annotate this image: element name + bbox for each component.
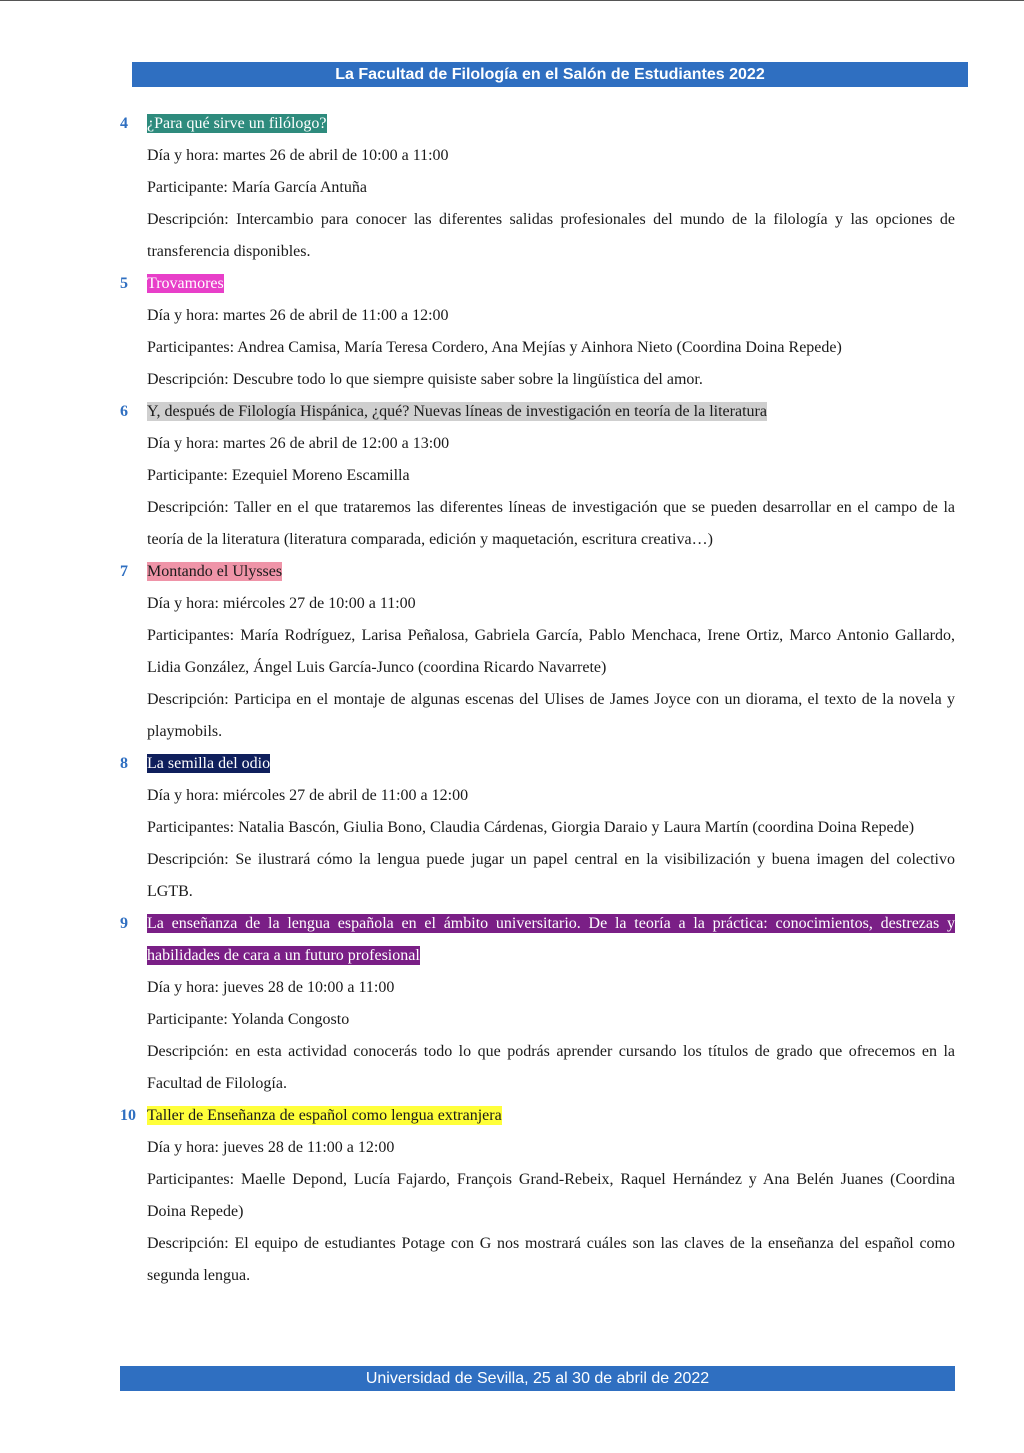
activity-participants: Participantes: Maelle Depond, Lucía Fajardo, François Grand-Rebeix, Raquel Hernández y Ana Belén Juanes (Coordina Doina Repede) — [147, 1171, 955, 1220]
activity-schedule: Día y hora: jueves 28 de 10:00 a 11:00 — [147, 979, 395, 996]
activity-item-7 — [120, 556, 955, 748]
title-highlight: Montando el Ulysses — [147, 563, 283, 580]
activity-title — [147, 1100, 955, 1132]
page-header: La Facultad de Filología en el Salón de Estudiantes 2022 — [132, 62, 968, 87]
page-footer: Universidad de Sevilla, 25 al 30 de abril de 2022 — [120, 1366, 955, 1391]
activity-participants: Participante: Ezequiel Moreno Escamilla — [147, 467, 410, 484]
title-highlight: La enseñanza de la lengua española en el ámbito universitario. De la teoría a la práctica: conocimientos, destrezas y habilidades de cara a un futuro profesional — [147, 915, 955, 964]
activity-title — [147, 268, 955, 300]
activity-item-9 — [120, 908, 955, 1100]
activity-item-4 — [120, 108, 955, 268]
activity-schedule: Día y hora: martes 26 de abril de 12:00 a 13:00 — [147, 435, 450, 452]
activity-participants: Participantes: María Rodríguez, Larisa Peñalosa, Gabriela García, Pablo Menchaca, Irene Ortiz, Marco Antonio Gallardo, Lidia González, Ángel Luis García-Junco (coordina Ricardo Navarrete) — [147, 627, 955, 676]
activity-title — [147, 396, 955, 428]
activity-title — [147, 108, 955, 140]
activity-description: Descripción: Taller en el que trataremos las diferentes líneas de investigación que se pueden desarrollar en el campo de la teoría de la literatura (literatura comparada, edición y maquetación, escritura creativa…) — [147, 499, 955, 548]
activity-schedule: Día y hora: miércoles 27 de 10:00 a 11:00 — [147, 595, 416, 612]
activity-item-8 — [120, 748, 955, 908]
title-highlight: Y, después de Filología Hispánica, ¿qué? Nuevas líneas de investigación en teoría de la literatura — [147, 403, 767, 420]
activity-description: Descripción: Se ilustrará cómo la lengua puede jugar un papel central en la visibilización y buena imagen del colectivo LGTB. — [147, 851, 955, 900]
title-highlight: ¿Para qué sirve un filólogo? — [147, 115, 327, 132]
activity-title — [147, 556, 955, 588]
top-rule — [0, 0, 1024, 1]
activity-number: 8 — [120, 755, 128, 772]
activity-number: 9 — [120, 915, 128, 932]
activity-item-5 — [120, 268, 955, 396]
activity-number: 6 — [120, 403, 128, 420]
activity-schedule: Día y hora: martes 26 de abril de 11:00 a 12:00 — [147, 307, 449, 324]
activity-description: Descripción: Participa en el montaje de algunas escenas del Ulises de James Joyce con un diorama, el texto de la novela y playmobils. — [147, 691, 955, 740]
activity-schedule: Día y hora: miércoles 27 de abril de 11:00 a 12:00 — [147, 787, 469, 804]
activity-schedule: Día y hora: martes 26 de abril de 10:00 a 11:00 — [147, 147, 449, 164]
activity-schedule: Día y hora: jueves 28 de 11:00 a 12:00 — [147, 1139, 395, 1156]
activity-description: Descripción: Descubre todo lo que siempre quisiste saber sobre la lingüística del amor. — [147, 371, 703, 388]
activity-list — [120, 108, 955, 1292]
activity-participants: Participantes: Andrea Camisa, María Teresa Cordero, Ana Mejías y Ainhora Nieto (Coordina Doina Repede) — [147, 339, 842, 356]
activity-item-6 — [120, 396, 955, 556]
activity-participants: Participantes: Natalia Bascón, Giulia Bono, Claudia Cárdenas, Giorgia Daraio y Laura Martín (coordina Doina Repede) — [147, 819, 915, 836]
activity-description: Descripción: El equipo de estudiantes Potage con G nos mostrará cuáles son las claves de la enseñanza del español como segunda lengua. — [147, 1235, 955, 1284]
title-highlight: Taller de Enseñanza de español como lengua extranjera — [147, 1107, 502, 1124]
activity-description: Descripción: Intercambio para conocer las diferentes salidas profesionales del mundo de la filología y las opciones de transferencia disponibles. — [147, 211, 955, 260]
activity-number: 7 — [120, 563, 128, 580]
activity-number: 5 — [120, 275, 128, 292]
activity-description: Descripción: en esta actividad conocerás todo lo que podrás aprender cursando los títulos de grado que ofrecemos en la Facultad de Filología. — [147, 1043, 955, 1092]
activity-item-10 — [120, 1100, 955, 1292]
title-highlight: Trovamores — [147, 275, 224, 292]
activity-participants: Participante: María García Antuña — [147, 179, 367, 196]
activity-title — [147, 908, 955, 972]
activity-participants: Participante: Yolanda Congosto — [147, 1011, 350, 1028]
activity-number: 10 — [120, 1107, 136, 1124]
activity-title — [147, 748, 955, 780]
activity-number: 4 — [120, 115, 128, 132]
title-highlight: La semilla del odio — [147, 755, 271, 772]
